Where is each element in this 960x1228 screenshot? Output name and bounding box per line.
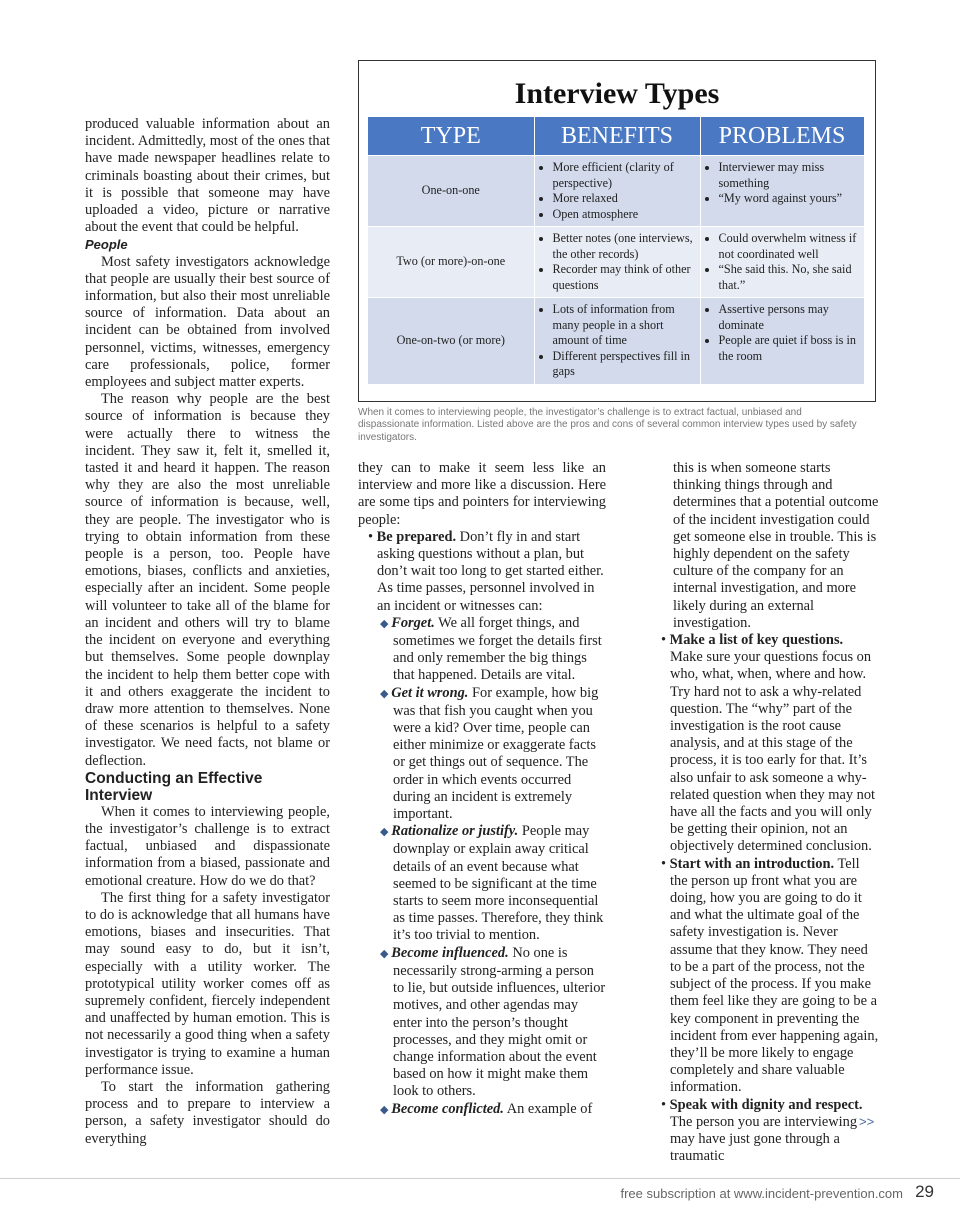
body-paragraph: The first thing for a safety investigator to do is acknowledge that all humans have emotions, biases and insecurities. That may sound easy to do, but it isn’t, especially with a utility worker. The prototypical utility worker comes off as supremely confident, fiercely independent and unaffected by human emotion. This is not necessarily a good thing when a safety investigator is trying to examine a human performance issue. bbox=[85, 889, 330, 1078]
interview-types-figure bbox=[358, 60, 876, 402]
footer-divider bbox=[0, 1178, 960, 1179]
benefits-cell bbox=[534, 156, 700, 227]
sub-tip-text: We all forget things, and sometimes we forget the details first and only remember the big things that happened. Details are vital. bbox=[393, 614, 602, 684]
sub-tip-become-influenced bbox=[358, 945, 606, 1101]
list-item: • Lots of information from many people in a short amount of time bbox=[553, 302, 696, 349]
left-column bbox=[85, 116, 330, 1148]
footer-subscription-link[interactable]: free subscription at www.incident-prevention.com bbox=[620, 1186, 903, 1201]
sub-tip-title: Get it wrong. bbox=[391, 684, 469, 701]
tip-dignity bbox=[651, 1097, 879, 1166]
body-paragraph: this is when someone starts thinking things through and determines that a potential outcome of the incident investigation could get someone else in trouble. This is highly dependent on the safety culture of the company for an internal investigation, and more likely during an external investigation. bbox=[673, 460, 879, 631]
table-row bbox=[368, 298, 864, 385]
list-item: • Recorder may think of other questions bbox=[553, 262, 696, 293]
sub-tip-text: No one is necessarily strong-arming a person to lie, but outside influences, ulterior motives, and other agendas may enter into the person’s thought processes, and they might omit or change information about the event based on how it might make them look to others. bbox=[393, 944, 606, 1100]
body-paragraph: Most safety investigators acknowledge that people are usually their best source of information, but also their most unreliable source of information. Data about an incident can be obtained from involved personnel, victims, witnesses, emergency care professionals, police, former employees and subject matter experts. bbox=[85, 253, 330, 391]
sub-tip-forget bbox=[358, 615, 606, 685]
interview-types-table bbox=[368, 117, 865, 385]
diamond-bullet-icon: ◆ bbox=[380, 947, 392, 960]
list-item: • Better notes (one interviews, the other records) bbox=[553, 231, 696, 262]
list-item: • More efficient (clarity of perspective) bbox=[553, 160, 696, 191]
tip-text: Tell the person up front what you are doing, how you are going to do it and what the ultimate goal of the safety investigation is. Never assume that they know. They need to be a part of the process, not the subject of the process. If you make them feel like they are going to be a key component in preventing the incident from ever happening again, they’ll be more likely to engage completely and share valuable information. bbox=[670, 855, 879, 1096]
tip-title: Make a list of key questions. bbox=[669, 632, 844, 649]
figure-caption: When it comes to interviewing people, the investigator’s challenge is to extract factual, unbiased and dispassionate information. Listed above are the pros and cons of several common interview types used by safety investigators. bbox=[358, 407, 857, 443]
section-heading-people: People bbox=[85, 237, 128, 253]
sub-tip-title: Forget. bbox=[391, 614, 435, 631]
table-row bbox=[368, 227, 864, 298]
sub-tip-text: For example, how big was that fish you caught when you were a kid? Over time, people can either minimize or exaggerate facts or get things out of sequence. The order in which events occurred during an incident is extremely important. bbox=[393, 684, 599, 823]
list-item: • Interviewer may miss something bbox=[719, 160, 860, 191]
benefits-cell bbox=[534, 227, 700, 298]
sub-tip-title: Become influenced. bbox=[391, 944, 509, 961]
list-item: • Could overwhelm witness if not coordinated well bbox=[719, 231, 860, 262]
list-item: • “My word against yours” bbox=[719, 191, 860, 207]
table-header-row bbox=[368, 117, 864, 156]
list-item: • Assertive persons may dominate bbox=[719, 302, 860, 333]
body-paragraph: The reason why people are the best source of information is because they were actually there to witness the incident. They saw it, felt it, smelled it, tasted it and heard it happen. The reason why they are also the most unreliable source of information is because, well, they are people. The investigator who is trying to obtain information from these people is a person, too. People have emotions, biases, conflicts and anxieties, especially after an incident. Some people will volunteer to take all of the blame for an incident and others will try to blame the incident on everyone and everything but themselves. Some people downplay the incident to help them better cope with it and others exaggerate the incident to draw more attention to themselves. None of these scenarios is helpful to a safety investigator. We need facts, not blame or deflection. bbox=[85, 391, 330, 769]
sub-tip-text: People may downplay or explain away critical details of an event because what seemed to be significant at the time starts to seem more inconsequential as time passes. Therefore, they think it’s too trivial to mention. bbox=[393, 823, 604, 944]
diamond-bullet-icon: ◆ bbox=[380, 1103, 392, 1116]
diamond-bullet-icon: ◆ bbox=[380, 687, 392, 700]
tip-title: Speak with dignity and respect. bbox=[669, 1096, 863, 1113]
benefits-cell bbox=[534, 298, 700, 385]
list-item: • “She said this. No, she said that.” bbox=[719, 262, 860, 293]
sub-tip-become-conflicted bbox=[358, 1101, 606, 1119]
tip-text: The person you are interviewing may have just gone through a traumatic bbox=[670, 1113, 858, 1165]
section-heading-interview: Conducting an Effective Interview bbox=[85, 769, 263, 804]
table-row bbox=[368, 156, 864, 227]
list-item: • Open atmosphere bbox=[553, 207, 696, 223]
body-paragraph: To start the information gathering process and to prepare to interview a person, a safety investigator should do everything bbox=[85, 1078, 330, 1147]
diamond-bullet-icon: ◆ bbox=[380, 826, 392, 839]
tip-title: Be prepared. bbox=[376, 528, 457, 545]
sub-tip-text: An example of bbox=[506, 1100, 593, 1117]
type-cell: One-on-two (or more) bbox=[368, 298, 534, 385]
type-cell: One-on-one bbox=[368, 156, 534, 227]
bullet-icon: • bbox=[661, 632, 670, 649]
sub-tip-title: Become conflicted. bbox=[391, 1100, 504, 1117]
problems-cell bbox=[700, 156, 864, 227]
middle-column bbox=[358, 460, 606, 1119]
figure-title: Interview Types bbox=[514, 77, 720, 110]
body-paragraph: produced valuable information about an incident. Admittedly, most of the ones that have made newspaper headlines relate to criminals boasting about their crimes, but it is possible that someone may have uploaded a video, picture or narrative about the event that could be helpful. bbox=[85, 116, 330, 236]
table-header: BENEFITS bbox=[534, 117, 700, 156]
bullet-icon: • bbox=[368, 528, 377, 545]
problems-cell bbox=[700, 227, 864, 298]
continue-marker: >> bbox=[859, 1114, 875, 1129]
type-cell: Two (or more)-on-one bbox=[368, 227, 534, 298]
sub-tip-title: Rationalize or justify. bbox=[391, 823, 519, 840]
bullet-icon: • bbox=[661, 855, 670, 872]
table-header: PROBLEMS bbox=[700, 117, 864, 156]
problems-cell bbox=[700, 298, 864, 385]
body-paragraph: they can to make it seem less like an interview and more like a discussion. Here are some tips and pointers for interviewing people: bbox=[358, 460, 606, 528]
tip-text: Don’t fly in and start asking questions without a plan, but don’t wait too long to get started either. As time passes, personnel involved in an incident or witnesses can: bbox=[377, 528, 604, 614]
table-header: TYPE bbox=[368, 117, 534, 156]
sub-tip-get-it-wrong bbox=[358, 685, 606, 824]
bullet-icon: • bbox=[661, 1096, 670, 1113]
list-item: • Different perspectives fill in gaps bbox=[553, 349, 696, 380]
tip-text: Make sure your questions focus on who, what, when, where and how. Try hard not to ask a why-related question. The “why” part of the investigation is the root cause analysis, and at this stage of the process, it is too early for that. It’s also unfair to ask someone a why-related question when they may not have all the facts and you will only be getting their opinion, not an objectively determined conclusion. bbox=[670, 649, 876, 855]
tip-title: Start with an introduction. bbox=[669, 855, 835, 872]
list-item: • More relaxed bbox=[553, 191, 696, 207]
diamond-bullet-icon: ◆ bbox=[380, 617, 392, 630]
page-number: 29 bbox=[915, 1182, 934, 1201]
body-paragraph: When it comes to interviewing people, the investigator’s challenge is to extract factual, unbiased and dispassionate information from a biased, passionate and emotional creature. How do we do that? bbox=[85, 803, 330, 889]
right-column bbox=[651, 460, 879, 1165]
tip-key-questions bbox=[651, 632, 879, 856]
tip-be-prepared bbox=[358, 529, 606, 615]
tip-introduction bbox=[651, 856, 879, 1097]
sub-tip-rationalize bbox=[358, 823, 606, 944]
list-item: • People are quiet if boss is in the room bbox=[719, 333, 860, 364]
